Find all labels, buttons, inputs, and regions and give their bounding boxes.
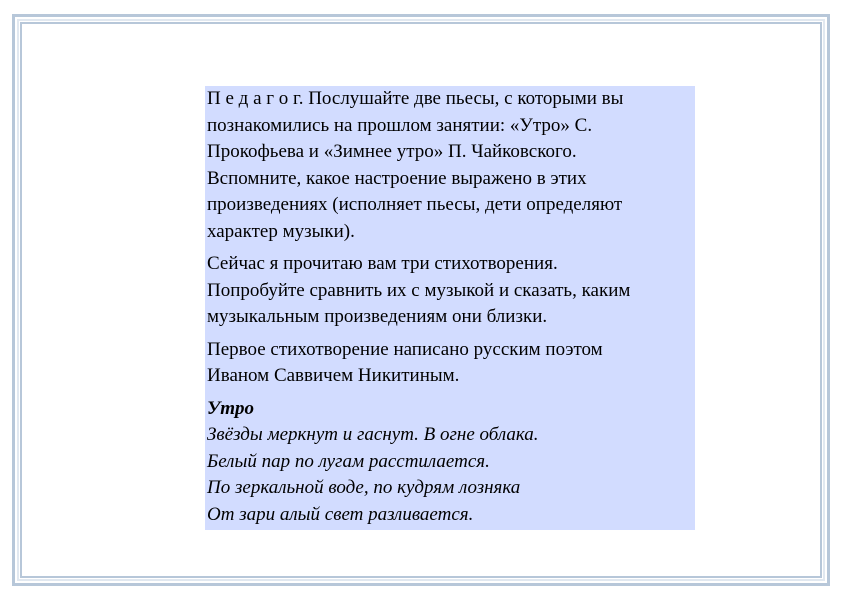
- poem: [207, 396, 695, 529]
- paragraph-line: познакомились на прошлом занятии: «Утро» С.: [207, 114, 593, 136]
- paragraph-instruction: [207, 251, 695, 331]
- poem-line: Белый пар по лугам расстилается.: [207, 450, 490, 472]
- poem-line: От зари алый свет разливается.: [207, 503, 474, 525]
- paragraph-teacher-intro: [207, 86, 695, 245]
- paragraph-line: [207, 86, 695, 113]
- poem-line: По зеркальной воде, по кудрям лозняка: [207, 477, 521, 498]
- paragraph-line: Попробуйте сравнить их с музыкой и сказать, каким: [207, 279, 631, 301]
- speaker-label: П е д а г о г.: [207, 88, 304, 109]
- paragraph-line: Первое стихотворение написано русским поэтом: [207, 338, 603, 360]
- paragraph-line: Сейчас я прочитаю вам три стихотворения.: [207, 253, 558, 274]
- paragraph-line: Вспомните, какое настроение выражено в этих: [207, 167, 587, 189]
- paragraph-line: Прокофьева и «Зимнее утро» П. Чайковского.: [207, 141, 577, 162]
- paragraph-line-text: Послушайте две пьесы, с которыми вы: [303, 88, 624, 109]
- paragraph-line: музыкальным произведениям они близки.: [207, 306, 548, 327]
- slide-text-block: [205, 86, 695, 530]
- poem-title: Утро: [207, 397, 254, 419]
- poem-line: Звёзды меркнут и гаснут. В огне облака.: [207, 424, 539, 445]
- paragraph-poet-intro: [207, 337, 695, 390]
- paragraph-line: характер музыки).: [207, 220, 355, 242]
- paragraph-line: произведениях (исполняет пьесы, дети определяют: [207, 194, 623, 215]
- paragraph-line: Иваном Саввичем Никитиным.: [207, 365, 460, 386]
